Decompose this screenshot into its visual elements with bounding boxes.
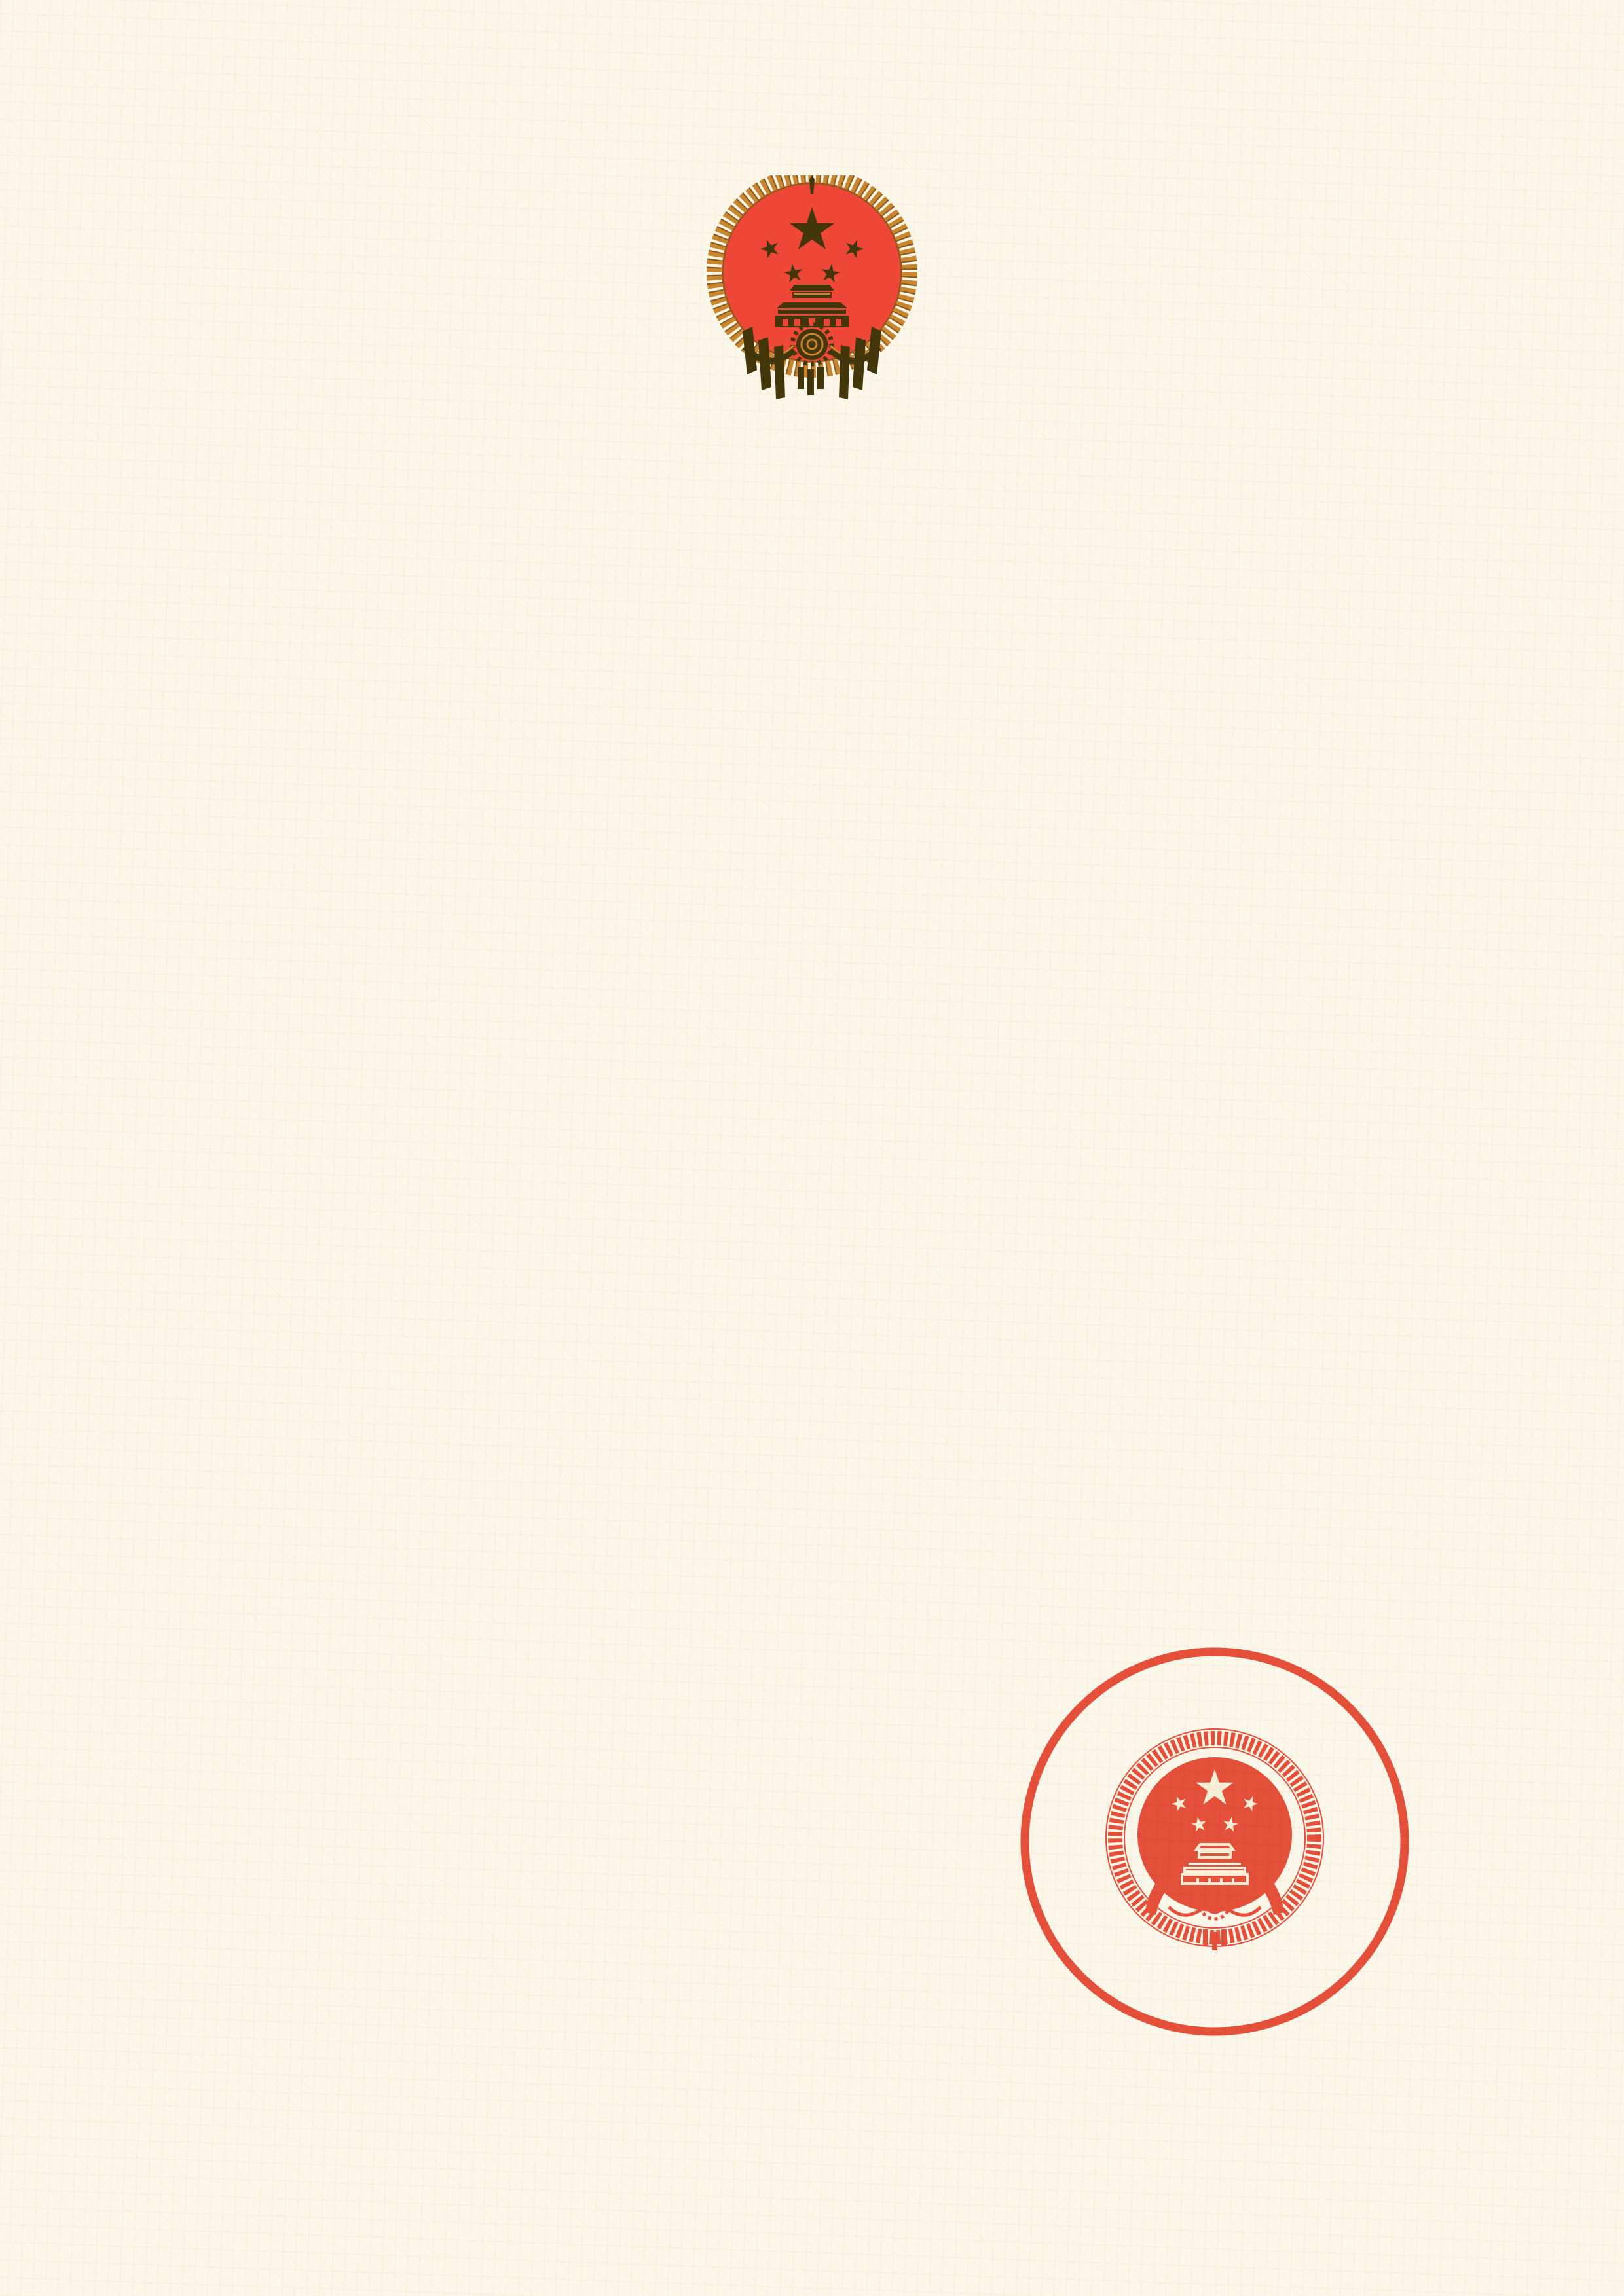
issue-date xyxy=(1052,1992,1458,2077)
official-seal xyxy=(1014,1641,1415,2042)
serial-number-block xyxy=(1215,2238,1238,2280)
national-emblem-icon xyxy=(702,175,922,406)
qr-code xyxy=(202,1874,452,2124)
